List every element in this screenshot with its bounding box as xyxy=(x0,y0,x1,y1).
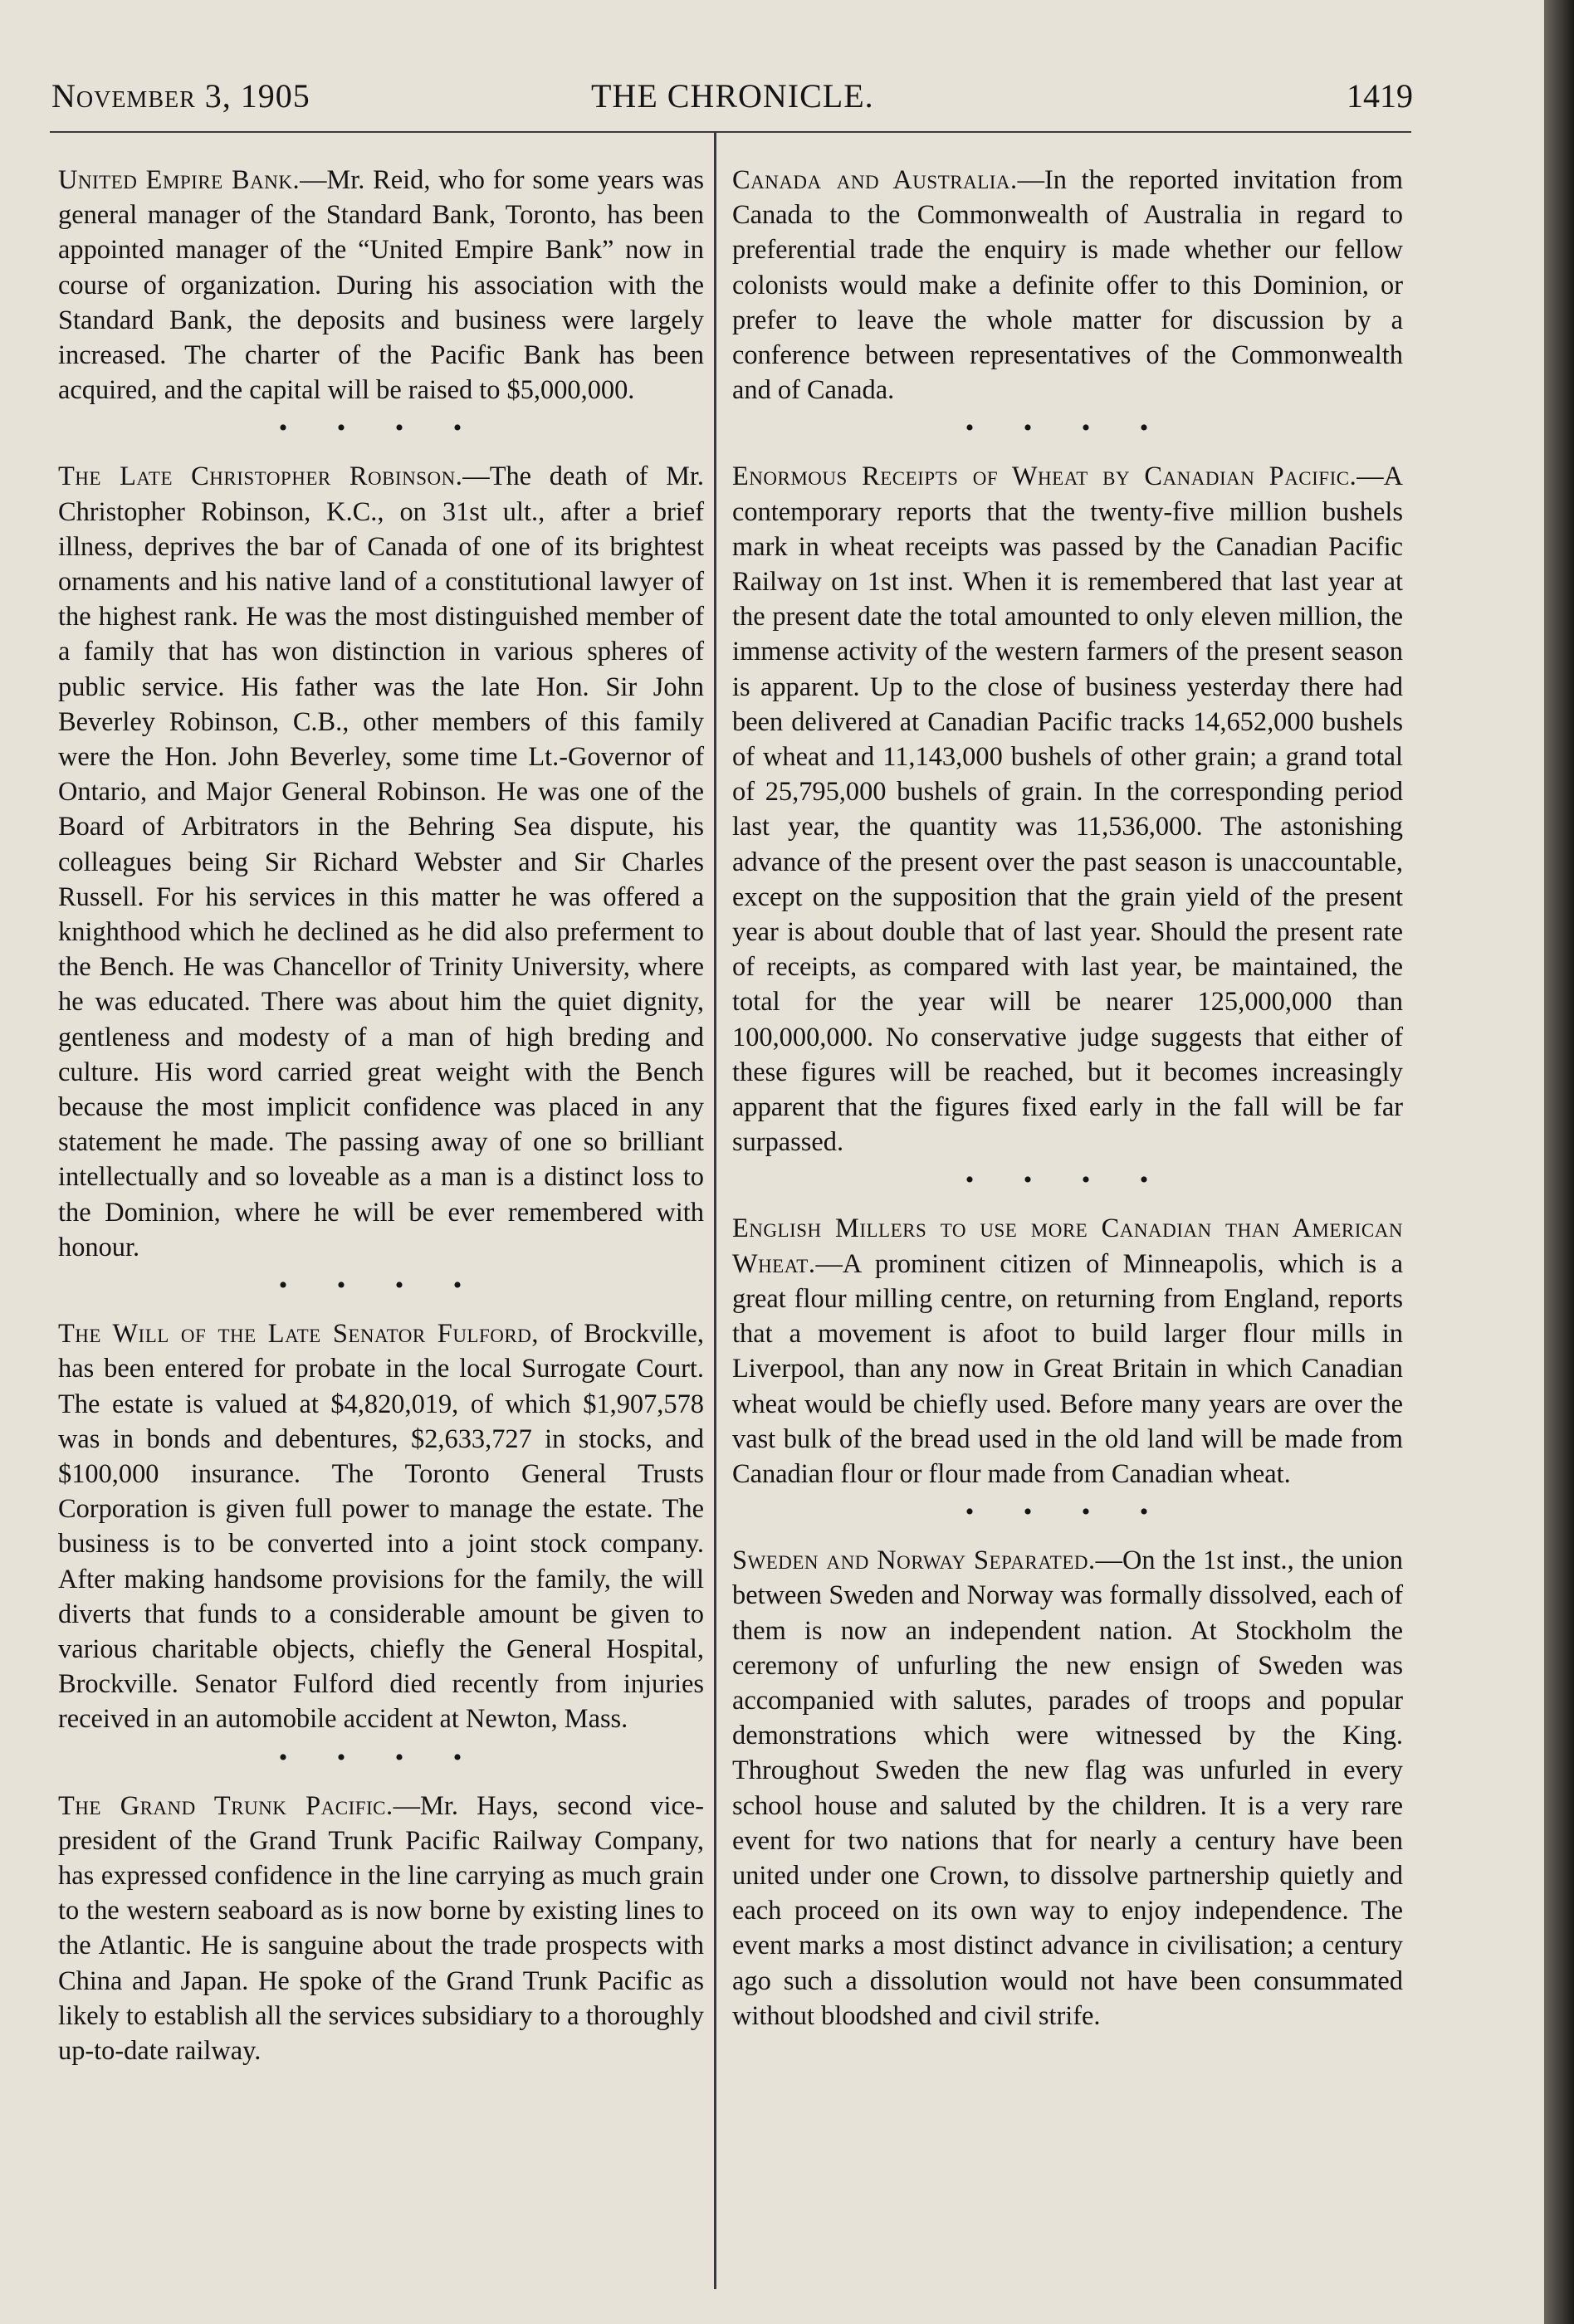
running-head xyxy=(51,76,1413,126)
article-body: —Mr. Hays, second vice-president of the Grand Trunk Pacific Railway Company, has expressed confidence in the line carrying as much grain to the western seaboard as is now borne by existing lines to the Atlantic. He is sanguine about the trade prospects with China and Japan. He spoke of the Grand Trunk Pacific as likely to establish all the services subsidiary to a thoroughly up-to-date railway. xyxy=(58,1790,704,2066)
article-sweden-norway xyxy=(732,1543,1403,2034)
article-heading: Sweden and Norway Separated. xyxy=(732,1545,1096,1576)
page-edge-shadow xyxy=(1544,0,1574,2324)
section-separator: • • • • xyxy=(965,1498,1171,1526)
article-heading: United Empire Bank. xyxy=(58,165,301,195)
publication-title: THE CHRONICLE. xyxy=(591,77,874,115)
section-separator: • • • • xyxy=(965,414,1171,442)
article-heading: The Will of the Late Senator Fulford, xyxy=(58,1319,539,1350)
article-wheat-receipts xyxy=(732,459,1403,1160)
article-body: —A contemporary reports that the twenty-five million bushels mark in wheat receipts was passed by the Canadian Pacific Railway on 1st inst. When it is remembered that last year at the present date the total amounted to only eleven million, the immense activity of the western farmers of the present season is apparent. Up to the close of business yesterday there had been delivered at Canadian Pacific tracks 14,652,000 bushels of wheat and 11,143,000 bushels of other grain; a grand total of 25,795,000 bushels of grain. In the corresponding period last year, the quantity was 11,536,000. The astonishing advance of the present over the past season is unaccountable, except on the supposition that the grain yield of the present year is about double that of last year. Should the present rate of receipts, as compared with last year, be maintained, the total for the year will be nearer 125,000,000 than 100,000,000. No conservative judge suggests that either of these figures will be reached, but it becomes increasingly apparent that the figures fixed early in the fall will be far surpassed. xyxy=(732,461,1403,1158)
article-body: —The death of Mr. Christopher Robinson, K.C., on 31st ult., after a brief illness, deprives the bar of Canada of one of its brightest ornaments and his native land of a constitutional lawyer of the highest rank. He was the most distinguished member of a family that has won distinction in various spheres of public service. His father was the late Hon. Sir John Beverley Robinson, C.B., other members of this family were the Hon. John Beverley, some time Lt.-Governor of Ontario, and Major General Robinson. He was one of the Board of Arbitrators in the Behring Sea dispute, his colleagues being Sir Richard Webster and Sir Charles Russell. For his services in this matter he was offered a knighthood which he declined as he did also preferment to the Bench. He was Chancellor of Trinity University, where he was educated. There was about him the quiet dignity, gentleness and modesty of a man of high breding and culture. His word carried great weight with the Bench because the most implicit confidence was placed in any statement he made. The passing away of one so brilliant intellectually and so loveable as a man is a distinct loss to the Dominion, where he will be ever remembered with honour. xyxy=(58,461,704,1262)
left-column xyxy=(58,163,704,2068)
right-column xyxy=(732,163,1403,2034)
article-senator-fulford xyxy=(58,1316,704,1736)
article-body: —On the 1st inst., the union between Sweden and Norway was formally dissolved, each of them is now an independent nation. At Stockholm the ceremony of unfurling the new ensign of Sweden was accompanied with salutes, parades of troops and popular demonstrations which were witnessed by the King. Throughout Sweden the new flag was unfurled in every school house and saluted by the children. It is a very rare event for two nations that for nearly a century have been united under one Crown, to dissolve partnership quietly and each proceed on its own way to enjoy independence. The event marks a most distinct advance in civilisation; a century ago such a dissolution would not have been consummated without bloodshed and civil strife. xyxy=(732,1545,1403,2031)
article-heading: The Late Christopher Robinson. xyxy=(58,461,463,492)
article-canada-australia xyxy=(732,163,1403,408)
article-heading: Enormous Receipts of Wheat by Canadian Pacific. xyxy=(732,461,1357,492)
article-heading: The Grand Trunk Pacific. xyxy=(58,1790,394,1821)
issue-date: November 3, 1905 xyxy=(51,77,310,115)
section-separator: • • • • xyxy=(278,1272,484,1300)
section-separator: • • • • xyxy=(278,1743,484,1771)
article-christopher-robinson xyxy=(58,459,704,1265)
article-grand-trunk-pacific xyxy=(58,1789,704,2069)
article-body: —A prominent citizen of Minneapolis, which is a great flour milling centre, on returning from England, reports that a movement is afoot to build larger flour mills in Liverpool, than any now in Great Britain in which Canadian wheat would be chiefly used. Before many years are over the vast bulk of the bread used in the old land will be made from Canadian flour or flour made from Canadian wheat. xyxy=(732,1248,1403,1489)
article-body: —In the reported invitation from Canada to the Commonwealth of Australia in regard to preferential trade the enquiry is made whether our fellow colonists would make a definite offer to this Dominion, or prefer to leave the whole matter for discussion by a conference between representatives of the Commonwealth and of Canada. xyxy=(732,165,1403,406)
article-body: —Mr. Reid, who for some years was general manager of the Standard Bank, Toronto, has been appointed manager of the “United Empire Bank” now in course of organization. During his association with the Standard Bank, the deposits and business were largely increased. The charter of the Pacific Bank has been acquired, and the capital will be raised to $5,000,000. xyxy=(58,165,704,406)
page-number: 1419 xyxy=(1347,77,1413,115)
article-united-empire-bank xyxy=(58,163,704,408)
article-body: of Brockville, has been entered for probate in the local Surrogate Court. The estate is valued at $4,820,019, of which $1,907,578 was in bonds and debentures, $2,633,727 in stocks, and $100,000 insurance. The Toronto General Trusts Corporation is given full power to manage the estate. The business is to be converted into a joint stock company. After making handsome provisions for the family, the will diverts that funds to a considerable amount be given to various charitable objects, chiefly the General Hospital, Brockville. Senator Fulford died recently from injuries received in an automobile accident at Newton, Mass. xyxy=(58,1319,704,1735)
section-separator: • • • • xyxy=(965,1166,1171,1194)
article-english-millers xyxy=(732,1211,1403,1492)
article-heading: Canada and Australia. xyxy=(732,165,1018,195)
article-heading: English Millers to use more Canadian than American Wheat. xyxy=(732,1213,1403,1279)
section-separator: • • • • xyxy=(278,414,484,442)
column-divider xyxy=(714,131,716,2289)
header-rule xyxy=(50,131,1411,133)
